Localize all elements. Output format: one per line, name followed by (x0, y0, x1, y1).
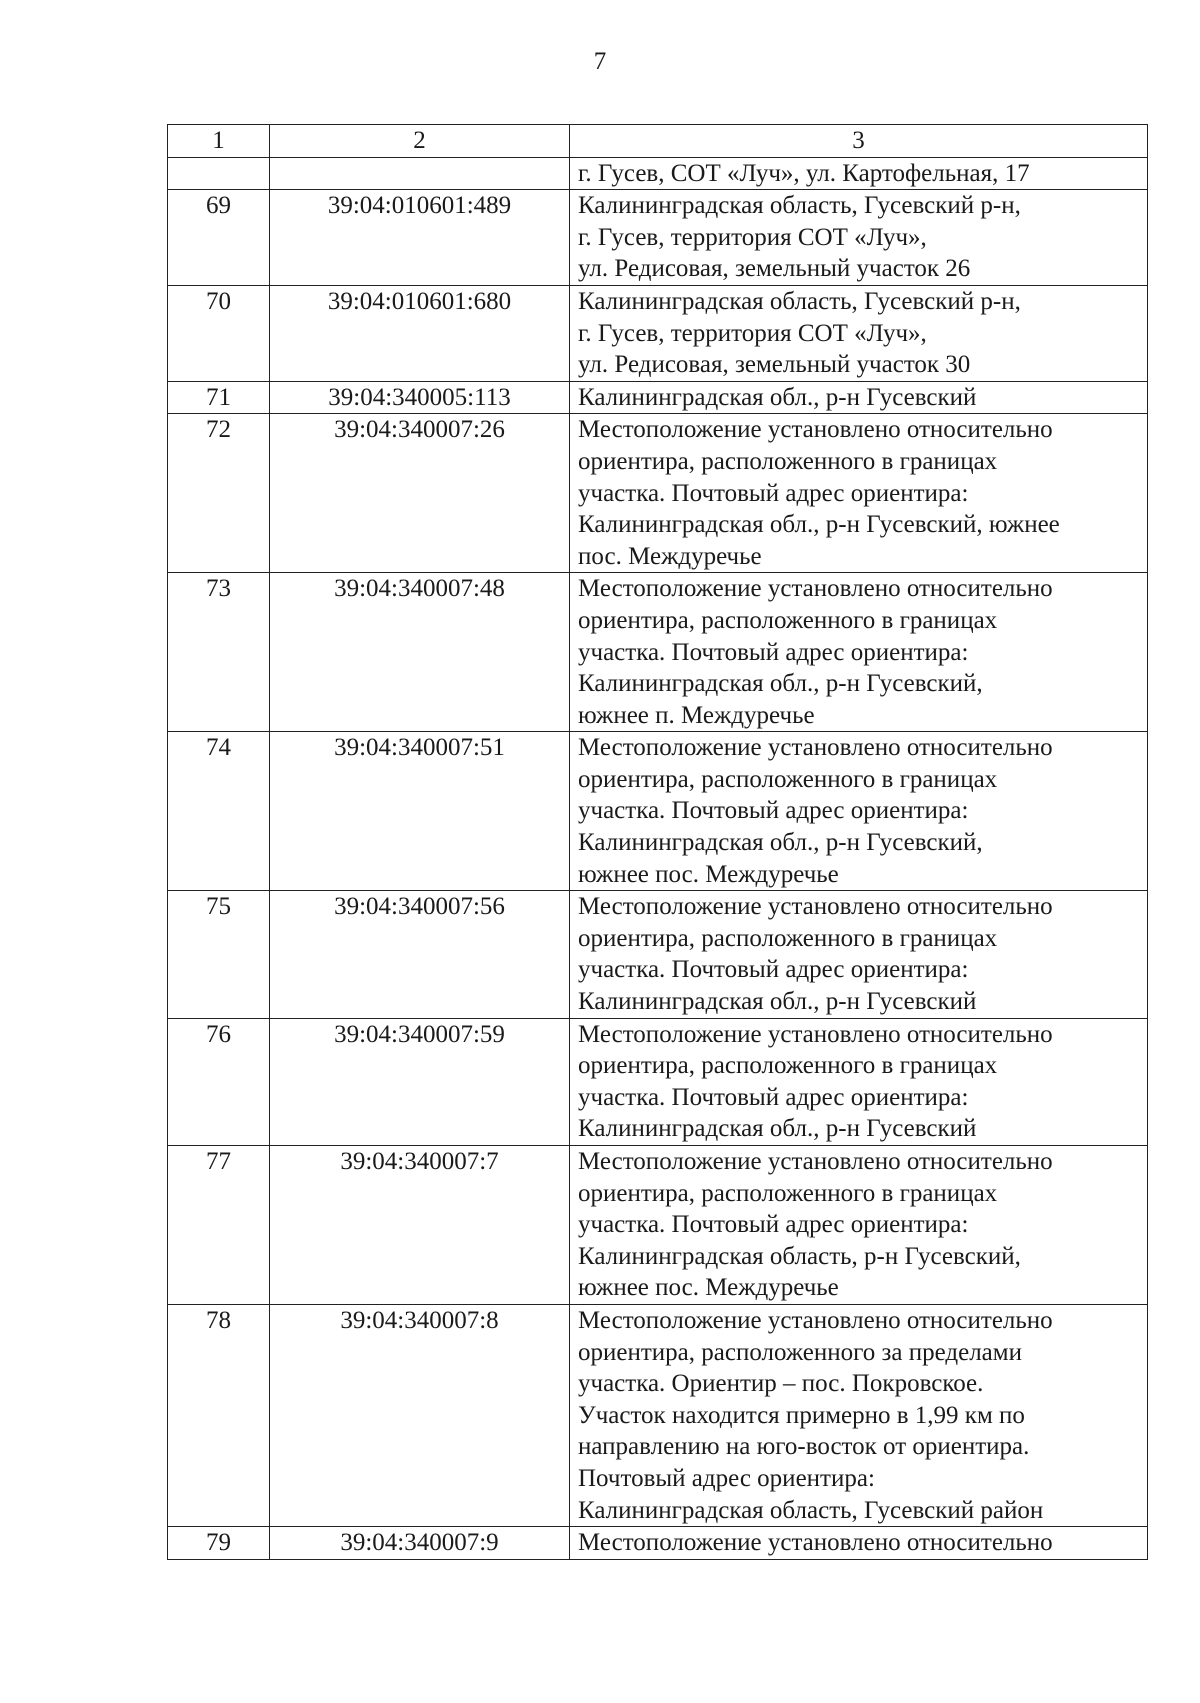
address-line: южнее пос. Междуречье (578, 860, 839, 888)
table-body (168, 125, 1148, 1560)
address-cell (570, 1304, 1148, 1526)
address-line: ориентира, расположенного в границах (578, 765, 998, 793)
address-line: ориентира, расположенного в границах (578, 606, 998, 634)
address-line: Участок находится примерно в 1,99 км по (578, 1401, 1025, 1429)
address-cell (570, 1527, 1148, 1560)
address-line: Калининградская область, Гусевский р-н, (578, 287, 1021, 315)
cadastral-number-cell: 39:04:340007:56 (270, 891, 570, 1018)
row-number-cell: 79 (168, 1527, 270, 1560)
address-cell (570, 573, 1148, 732)
row-number-cell: 70 (168, 285, 270, 381)
address-line: участка. Ориентир – пос. Покровское. (578, 1370, 984, 1398)
address-line: Местоположение установлено относительно (578, 1148, 1053, 1175)
table-row (168, 1146, 1148, 1305)
address-line: Калининградская обл., р-н Гусевский, (578, 829, 983, 857)
table-row (168, 157, 1148, 190)
address-line: пос. Междуречье (578, 542, 762, 570)
table-row (168, 190, 1148, 286)
address-line: Почтовый адрес ориентира: (578, 1464, 875, 1492)
header-cell-1: 1 (168, 125, 270, 158)
address-line: Калининградская область, Гусевский р-н, (578, 192, 1021, 220)
row-number-cell: 74 (168, 732, 270, 891)
address-line: ориентира, расположенного в границах (578, 1052, 998, 1080)
address-line: Калининградская обл., р-н Гусевский (578, 1115, 977, 1143)
address-line: Местоположение установлено относительно (578, 1020, 1053, 1048)
address-line: г. Гусев, территория СОТ «Луч», (578, 223, 927, 251)
table-row (168, 285, 1148, 381)
page-number: 7 (593, 48, 607, 75)
address-cell (570, 285, 1148, 381)
land-plot-table (167, 124, 1148, 1560)
cadastral-number-cell: 39:04:340007:48 (270, 573, 570, 732)
address-line: ориентира, расположенного в границах (578, 447, 998, 475)
address-line: Местоположение установлено относительно (578, 416, 1053, 444)
address-line: Местоположение установлено относительно (578, 734, 1053, 762)
address-cell (570, 414, 1148, 573)
cadastral-number-cell: 39:04:340007:51 (270, 732, 570, 891)
address-line: Местоположение установлено относительно (578, 575, 1053, 603)
cadastral-number-cell: 39:04:010601:680 (270, 285, 570, 381)
address-line: участка. Почтовый адрес ориентира: (578, 1211, 969, 1239)
address-line: Калининградская обл., р-н Гусевский, южнее (578, 511, 1060, 539)
table-header-row (168, 125, 1148, 158)
row-number-cell: 71 (168, 381, 270, 414)
header-cell-3: 3 (570, 125, 1148, 158)
address-line: ориентира, расположенного в границах (578, 1179, 998, 1207)
table-row (168, 381, 1148, 414)
address-line: южнее п. Междуречье (578, 701, 815, 729)
address-line: участка. Почтовый адрес ориентира: (578, 638, 969, 666)
table-row (168, 1527, 1148, 1560)
address-line: Калининградская обл., р-н Гусевский, (578, 670, 983, 698)
address-line: участка. Почтовый адрес ориентира: (578, 479, 969, 507)
address-line: ул. Редисовая, земельный участок 30 (578, 351, 971, 379)
address-cell (570, 190, 1148, 286)
address-line: направлению на юго-восток от ориентира. (578, 1433, 1030, 1461)
cadastral-number-cell: 39:04:340007:7 (270, 1146, 570, 1305)
cadastral-number-cell: 39:04:340005:113 (270, 381, 570, 414)
row-number-cell: 76 (168, 1018, 270, 1145)
table-row (168, 1018, 1148, 1145)
address-line: Калининградская область, р-н Гусевский, (578, 1242, 1021, 1270)
address-line: Местоположение установлено относительно (578, 1306, 1053, 1334)
address-line: Калининградская область, Гусевский район (578, 1496, 1044, 1524)
address-cell (570, 381, 1148, 414)
cadastral-number-cell: 39:04:340007:9 (270, 1527, 570, 1560)
cadastral-number-cell: 39:04:340007:8 (270, 1304, 570, 1526)
row-number-cell (168, 157, 270, 190)
address-line: ориентира, расположенного за пределами (578, 1338, 1022, 1366)
address-line: участка. Почтовый адрес ориентира: (578, 797, 969, 825)
address-line: Калининградская обл., р-н Гусевский (578, 383, 977, 411)
table-row (168, 891, 1148, 1018)
address-cell (570, 891, 1148, 1018)
header-cell-2: 2 (270, 125, 570, 158)
row-number-cell: 75 (168, 891, 270, 1018)
table-row (168, 732, 1148, 891)
address-line: участка. Почтовый адрес ориентира: (578, 956, 969, 984)
cadastral-number-cell: 39:04:340007:59 (270, 1018, 570, 1145)
address-line: южнее пос. Междуречье (578, 1274, 839, 1302)
row-number-cell: 78 (168, 1304, 270, 1526)
table-row (168, 573, 1148, 732)
cadastral-number-cell (270, 157, 570, 190)
address-line: Местоположение установлено относительно (578, 893, 1053, 921)
address-cell (570, 1146, 1148, 1305)
address-line: Местоположение установлено относительно (578, 1529, 1053, 1557)
row-number-cell: 77 (168, 1146, 270, 1305)
address-cell (570, 1018, 1148, 1145)
row-number-cell: 72 (168, 414, 270, 573)
row-number-cell: 69 (168, 190, 270, 286)
address-line: ориентира, расположенного в границах (578, 924, 998, 952)
address-cell (570, 732, 1148, 891)
address-line: Калининградская обл., р-н Гусевский (578, 988, 977, 1016)
cadastral-number-cell: 39:04:010601:489 (270, 190, 570, 286)
address-line: ул. Редисовая, земельный участок 26 (578, 255, 971, 283)
table-row (168, 1304, 1148, 1526)
row-number-cell: 73 (168, 573, 270, 732)
address-cell (570, 157, 1148, 190)
address-line: участка. Почтовый адрес ориентира: (578, 1083, 969, 1111)
address-line: г. Гусев, СОТ «Луч», ул. Картофельная, 17 (578, 159, 1030, 187)
cadastral-number-cell: 39:04:340007:26 (270, 414, 570, 573)
table-row (168, 414, 1148, 573)
address-line: г. Гусев, территория СОТ «Луч», (578, 319, 927, 347)
